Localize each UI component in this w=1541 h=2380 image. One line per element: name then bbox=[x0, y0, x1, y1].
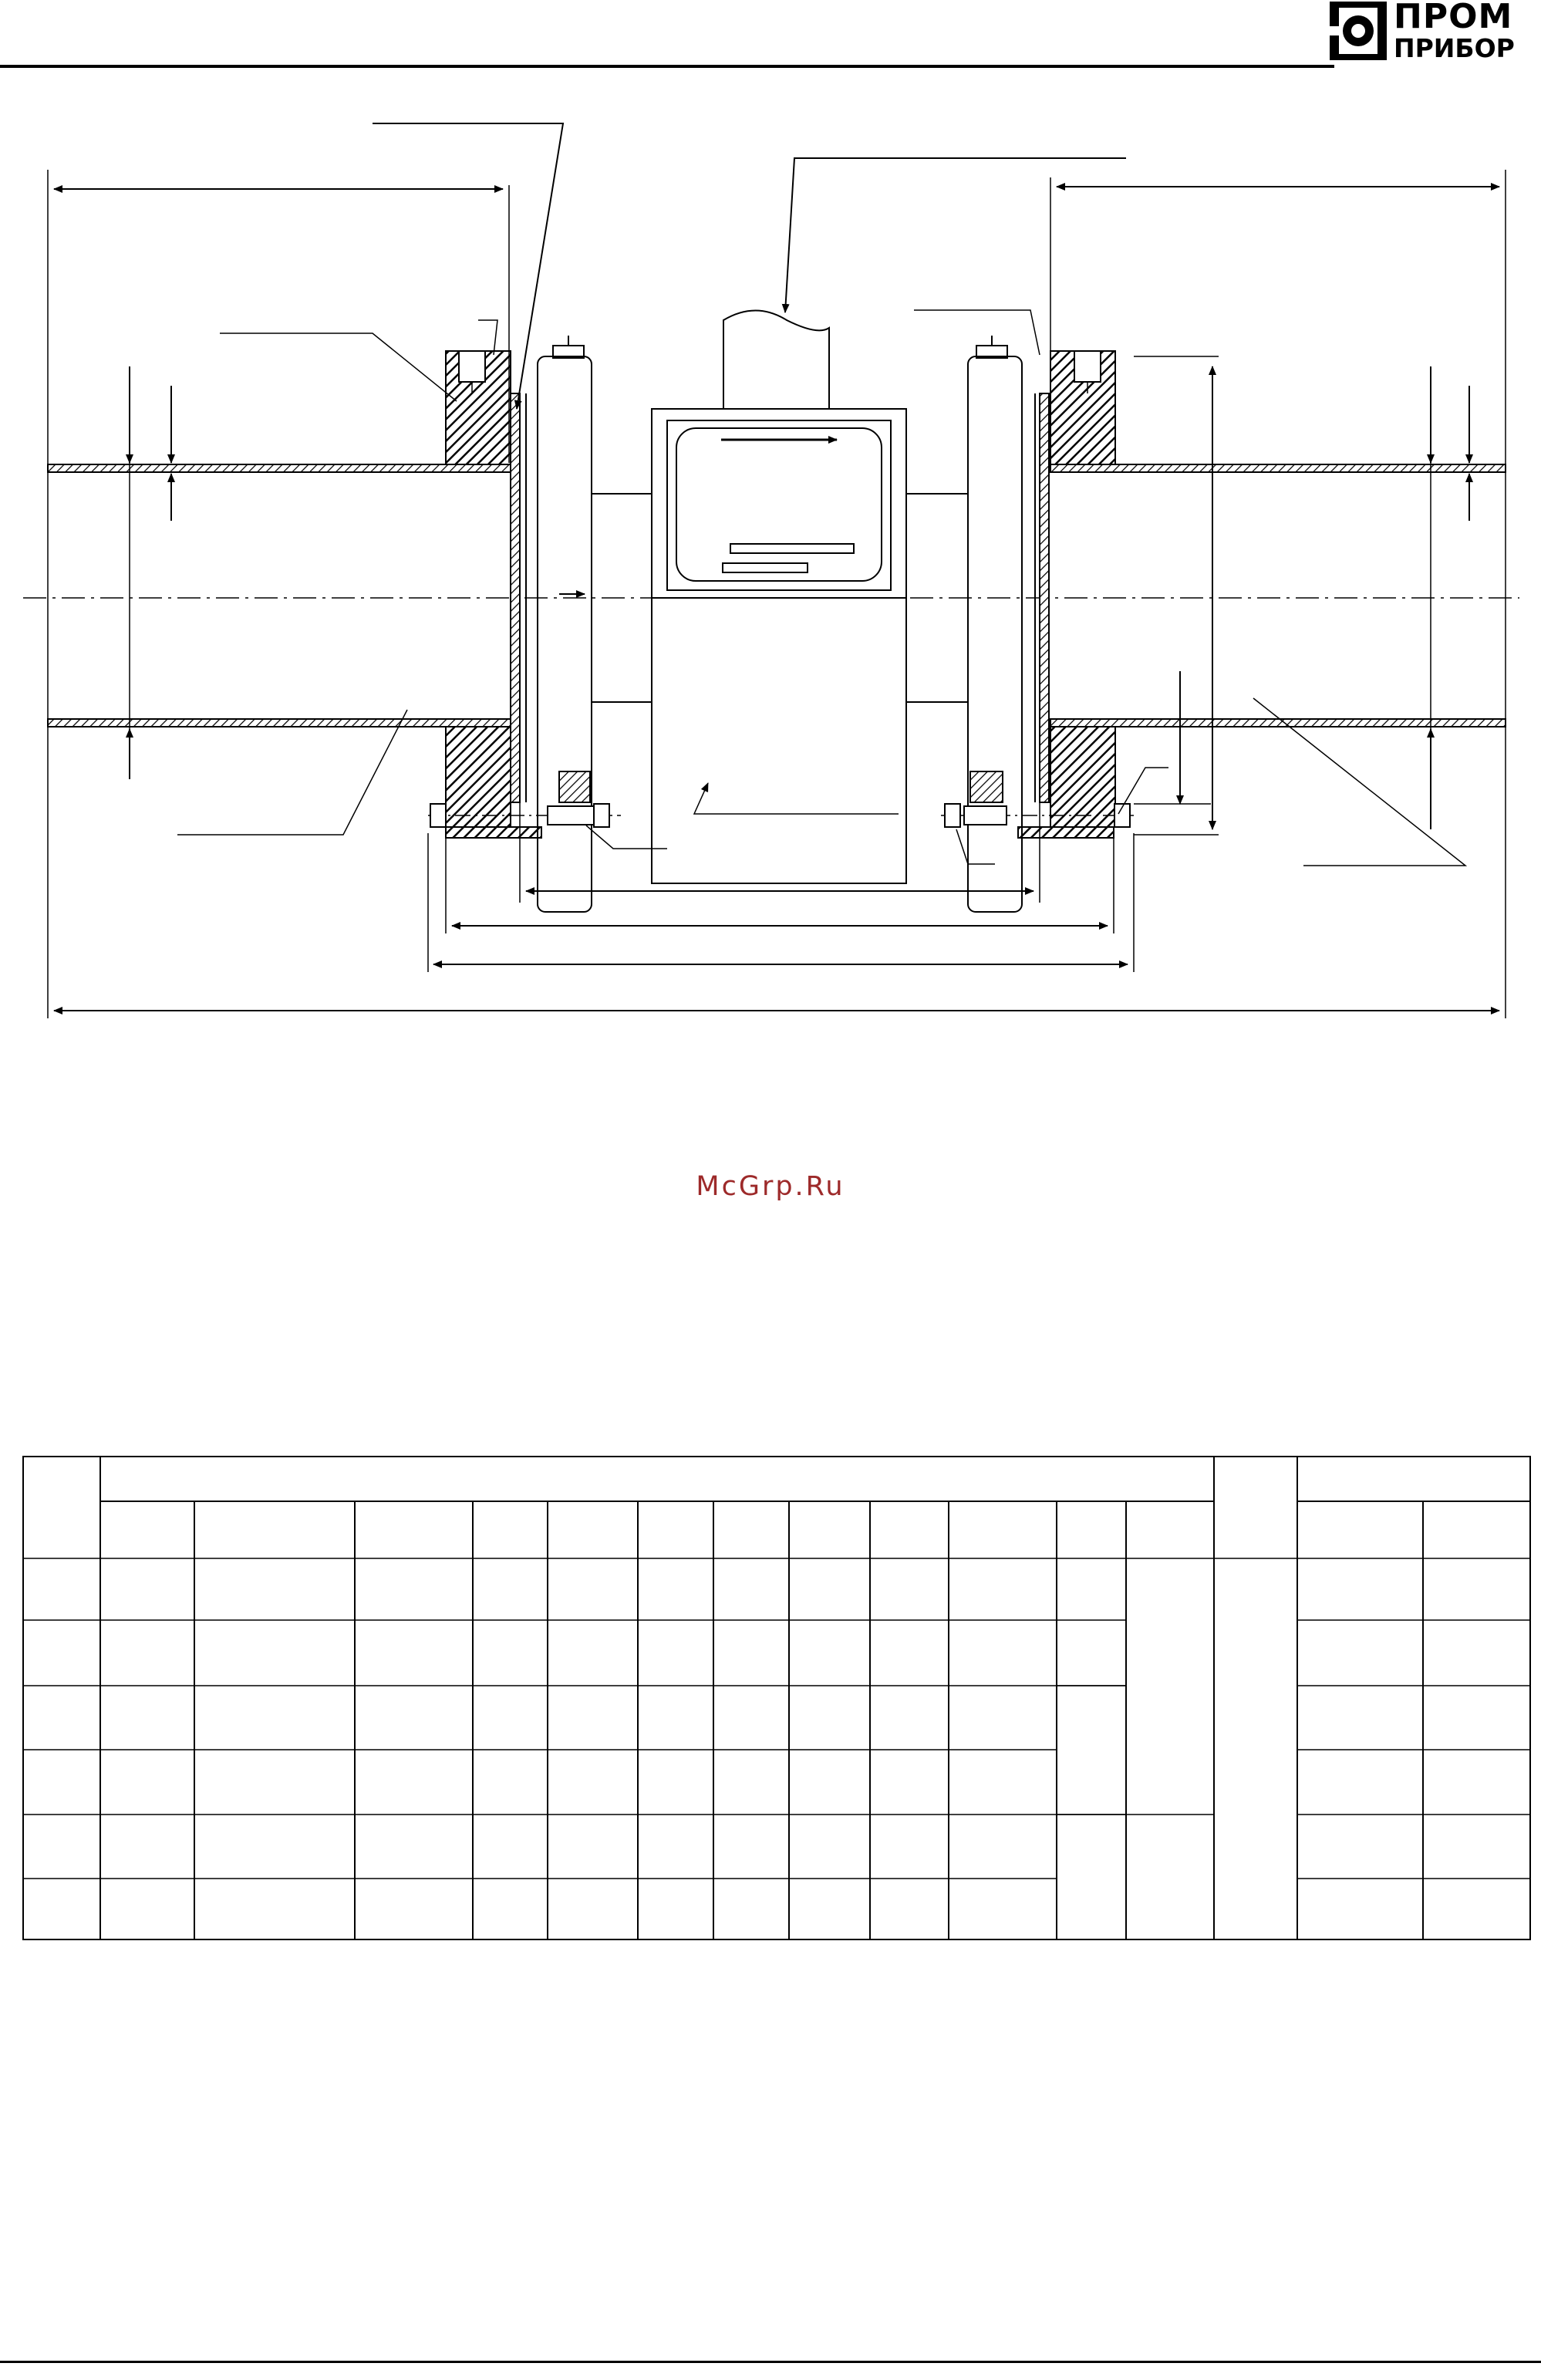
right-pipe-wall-bottom bbox=[1050, 719, 1506, 727]
installation-drawing bbox=[0, 100, 1541, 1057]
left-top-bolt bbox=[459, 351, 485, 382]
left-pipe-wall-bottom bbox=[48, 719, 511, 727]
electronics-housing bbox=[652, 409, 906, 883]
logo-mark-icon bbox=[1328, 0, 1388, 62]
watermark: McGrp.Ru bbox=[696, 1171, 845, 1202]
right-flange-bottom bbox=[1050, 727, 1115, 827]
logo-text bbox=[1394, 0, 1515, 61]
leader-left-flange bbox=[220, 333, 457, 401]
left-pipe-wall-top bbox=[48, 464, 511, 472]
left-flange-bottom bbox=[446, 727, 511, 827]
leader-housing-base bbox=[694, 783, 899, 814]
left-gasket bbox=[511, 393, 520, 802]
brand-logo bbox=[1328, 0, 1529, 65]
right-sensor-flange bbox=[968, 356, 1022, 912]
display-frame bbox=[667, 420, 891, 590]
leader-left-nut bbox=[586, 825, 667, 849]
footer-rule bbox=[0, 2361, 1541, 2363]
dimensions-table bbox=[0, 1443, 1541, 1952]
logo-line-prom: ПРОМ bbox=[1394, 0, 1513, 36]
right-gasket bbox=[1040, 393, 1049, 802]
cable-conduit bbox=[723, 311, 829, 410]
header-rule bbox=[0, 65, 1334, 68]
leader-right-nut bbox=[956, 829, 995, 864]
leader-cable bbox=[785, 158, 1126, 312]
leader-left-bolt-top bbox=[478, 320, 497, 355]
logo-line-pribor: ПРИБОР bbox=[1394, 33, 1515, 63]
right-pipe-wall-top bbox=[1050, 464, 1506, 472]
left-sensor-flange bbox=[538, 356, 592, 912]
table-frame bbox=[23, 1457, 1530, 1939]
right-top-bolt bbox=[1074, 351, 1101, 382]
leader-left-pipe bbox=[177, 710, 407, 835]
display-screen bbox=[676, 428, 882, 581]
